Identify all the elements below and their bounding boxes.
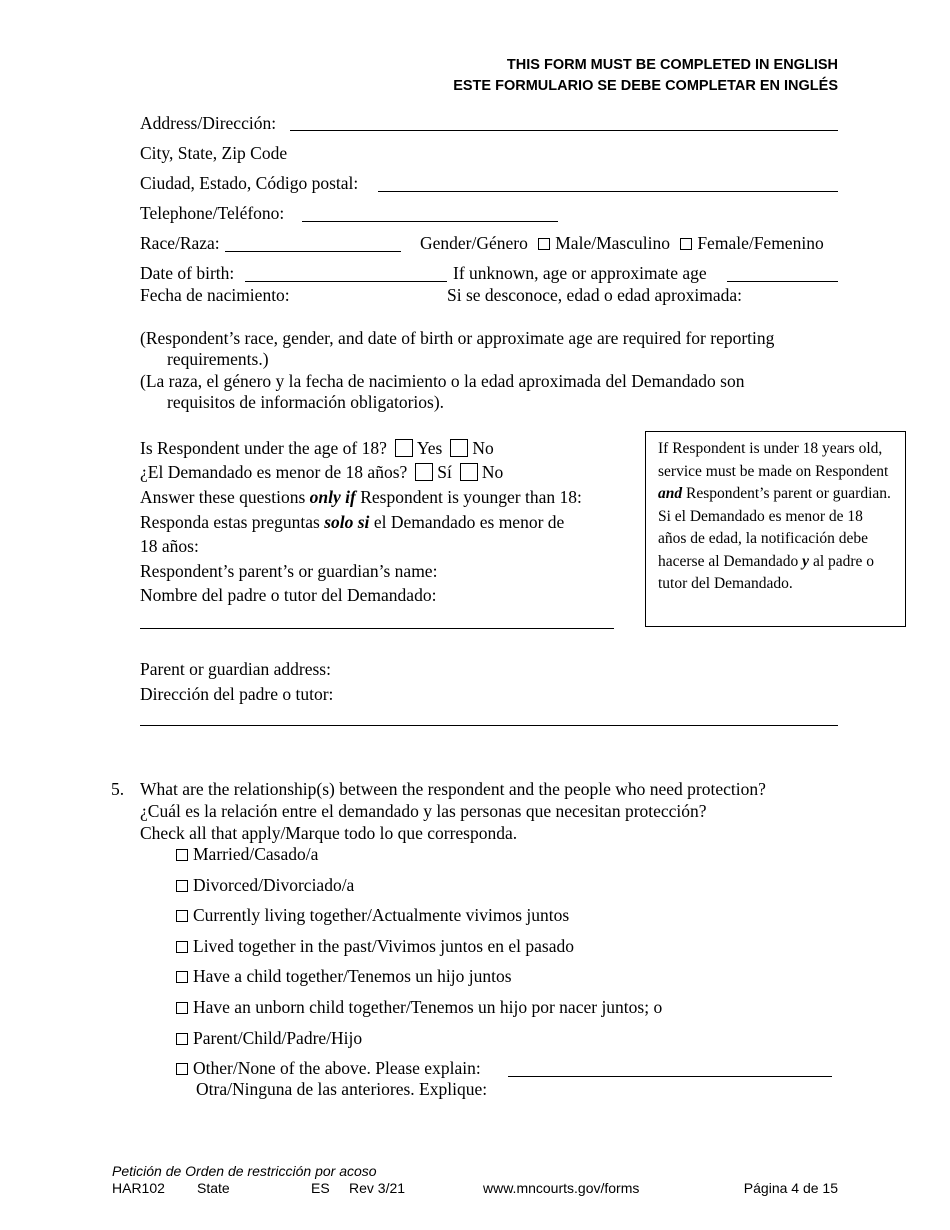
parent-address-label-es: Dirección del padre o tutor: — [140, 684, 334, 704]
footer-url: www.mncourts.gov/forms — [483, 1180, 640, 1196]
option-label: Divorced/Divorciado/a — [193, 875, 355, 895]
telephone-field[interactable] — [302, 221, 558, 222]
parent-address-label-en: Parent or guardian address: — [140, 659, 331, 679]
minor-si-checkbox[interactable] — [415, 463, 433, 481]
race-label: Race/Raza: — [140, 233, 220, 253]
parent-name-field[interactable] — [140, 628, 614, 629]
address-field[interactable] — [290, 130, 838, 131]
question-5-instruction: Check all that apply/Marque todo lo que corresponda. — [140, 823, 518, 843]
footer-form-id: HAR102 — [112, 1180, 165, 1196]
footer-form-title: Petición de Orden de restricción por acoso — [112, 1163, 377, 1179]
service-notice-es — [658, 506, 895, 596]
female-checkbox[interactable] — [680, 238, 692, 250]
gender-group — [420, 233, 824, 254]
answer-en-part1: Answer these questions — [140, 487, 310, 507]
answer-only-if-es — [140, 512, 564, 533]
age-label-es: Si se desconoce, edad o edad aproximada: — [447, 285, 742, 305]
minor-no-label: No — [472, 438, 494, 458]
minor-no-es-checkbox[interactable] — [460, 463, 478, 481]
answer-es-part1: Responda estas preguntas — [140, 512, 325, 532]
other-label-es: Otra/Ninguna de las anteriores. Explique: — [196, 1079, 488, 1099]
parent-name-label-es: Nombre del padre o tutor del Demandado: — [140, 585, 437, 605]
service-notice-en-text: If Respondent is under 18 years old, service must be made on Respondent — [658, 440, 889, 480]
option-label: Lived together in the past/Vivimos juntos en el pasado — [193, 936, 574, 956]
answer-es-emphasis: solo si — [324, 512, 370, 532]
relationship-option[interactable] — [176, 844, 318, 865]
option-checkbox[interactable] — [176, 941, 188, 953]
service-notice-en — [658, 438, 895, 506]
age-label-en: If unknown, age or approximate age — [453, 263, 707, 283]
minor-service-notice-box — [645, 431, 906, 627]
answer-es-part3: el Demandado es menor de — [369, 512, 565, 532]
service-notice-en-emphasis: and — [658, 485, 683, 502]
answer-en-part3: Respondent is younger than 18: — [355, 487, 582, 507]
question-5-en: What are the relationship(s) between the respondent and the people who need protection? — [140, 779, 766, 799]
minor-si-label: Sí — [437, 462, 452, 482]
service-notice-es-end: al padre o tutor del Demandado. — [658, 552, 875, 592]
age-field[interactable] — [727, 281, 838, 282]
footer-state: State — [197, 1180, 230, 1196]
minor-question-es-text: ¿El Demandado es menor de 18 años? — [140, 462, 408, 482]
gender-label: Gender/Género — [420, 233, 528, 253]
race-field[interactable] — [225, 251, 401, 252]
minor-yes-label: Yes — [416, 438, 443, 458]
option-label: Have an unborn child together/Tenemos un hijo por nacer juntos; o — [193, 997, 663, 1017]
city-label-es: Ciudad, Estado, Código postal: — [140, 173, 359, 193]
answer-en-emphasis: only if — [309, 487, 356, 507]
service-notice-es-emphasis: y — [802, 552, 810, 570]
reporting-note-en-2: requirements.) — [167, 349, 269, 369]
option-checkbox[interactable] — [176, 880, 188, 892]
male-checkbox[interactable] — [538, 238, 550, 250]
option-label: Married/Casado/a — [193, 844, 319, 864]
address-label: Address/Dirección: — [140, 113, 277, 133]
other-checkbox[interactable] — [176, 1063, 188, 1075]
reporting-note-en-1: (Respondent’s race, gender, and date of birth or approximate age are required for reporting — [140, 328, 775, 348]
other-explain-field[interactable] — [508, 1076, 832, 1077]
telephone-label: Telephone/Teléfono: — [140, 203, 285, 223]
answer-only-if-en — [140, 487, 582, 508]
answer-es-line2: 18 años: — [140, 536, 199, 556]
city-label-en: City, State, Zip Code — [140, 143, 288, 163]
minor-yes-checkbox[interactable] — [395, 439, 413, 457]
relationship-option-other[interactable] — [176, 1058, 481, 1079]
option-checkbox[interactable] — [176, 849, 188, 861]
reporting-note-es-2: requisitos de información obligatorios). — [167, 392, 445, 412]
footer-revision: Rev 3/21 — [349, 1180, 406, 1196]
dob-label-es: Fecha de nacimiento: — [140, 285, 290, 305]
minor-question-en — [140, 438, 494, 459]
reporting-note-es-1: (La raza, el género y la fecha de nacimiento o la edad aproximada del Demandado son — [140, 371, 745, 391]
other-label-en: Other/None of the above. Please explain: — [193, 1058, 481, 1078]
footer-page-number: Página 4 de 15 — [743, 1180, 838, 1196]
service-notice-es-text: Si el Demandado es menor de 18 años de edad, la notificación debe hacerse al Demandado — [658, 507, 869, 570]
male-label: Male/Masculino — [555, 233, 670, 253]
relationship-option[interactable] — [176, 966, 512, 987]
footer-lang: ES — [311, 1180, 330, 1196]
option-checkbox[interactable] — [176, 1033, 188, 1045]
minor-no-checkbox[interactable] — [450, 439, 468, 457]
minor-question-es — [140, 462, 503, 483]
service-notice-en-end: Respondent’s parent or guardian. — [682, 485, 891, 502]
relationship-option[interactable] — [176, 905, 569, 926]
header-english-notice: THIS FORM MUST BE COMPLETED IN ENGLISH — [506, 57, 838, 73]
option-checkbox[interactable] — [176, 971, 188, 983]
parent-name-label-en: Respondent’s parent’s or guardian’s name: — [140, 561, 438, 581]
parent-address-field[interactable] — [140, 725, 838, 726]
option-checkbox[interactable] — [176, 910, 188, 922]
option-label: Have a child together/Tenemos un hijo juntos — [193, 966, 512, 986]
question-5-number: 5. — [111, 779, 125, 799]
option-label: Parent/Child/Padre/Hijo — [193, 1028, 363, 1048]
female-label: Female/Femenino — [697, 233, 824, 253]
option-label: Currently living together/Actualmente vivimos juntos — [193, 905, 570, 925]
minor-no-es-label: No — [481, 462, 504, 482]
city-field[interactable] — [378, 191, 838, 192]
dob-label-en: Date of birth: — [140, 263, 235, 283]
relationship-option[interactable] — [176, 997, 662, 1018]
relationship-option[interactable] — [176, 875, 354, 896]
relationship-option[interactable] — [176, 936, 574, 957]
minor-question-en-text: Is Respondent under the age of 18? — [140, 438, 387, 458]
header-spanish-notice: ESTE FORMULARIO SE DEBE COMPLETAR EN INGLÉS — [453, 78, 838, 94]
option-checkbox[interactable] — [176, 1002, 188, 1014]
dob-field[interactable] — [245, 281, 447, 282]
question-5-es: ¿Cuál es la relación entre el demandado y las personas que necesitan protección? — [140, 801, 707, 821]
relationship-option[interactable] — [176, 1028, 362, 1049]
